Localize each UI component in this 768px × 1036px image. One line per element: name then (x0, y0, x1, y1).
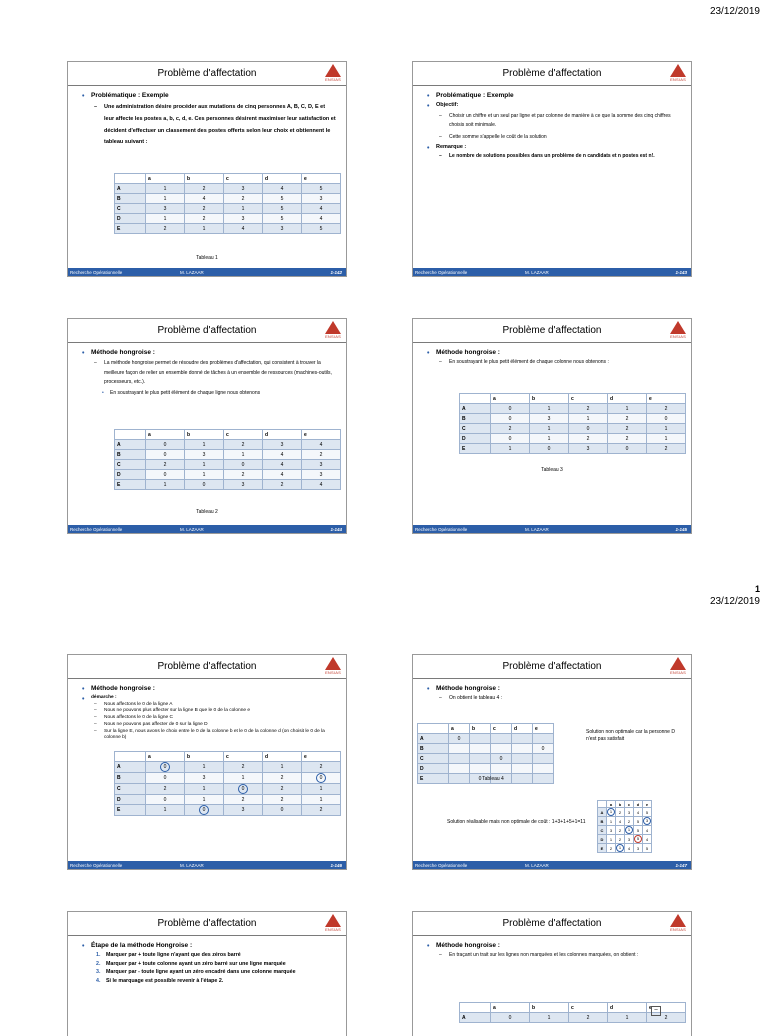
slide-title: Problème d'affectation (157, 68, 257, 79)
table-cell: 0 (449, 734, 470, 744)
table-cell: 5 (263, 204, 302, 214)
table-cell: 5 (302, 224, 341, 234)
table-cell (512, 734, 533, 744)
table-cell: 2 (263, 795, 302, 805)
demarche-step: – Sur la ligne E, nous avons le choix entre le 0 de la colonne b et le 0 de la colonne d (on choisit le 0 de la colonne b) (82, 729, 336, 741)
col-header: d (608, 1003, 647, 1013)
col-header: e (302, 174, 341, 184)
table-cell: 3 (530, 414, 569, 424)
row-label: B (115, 194, 146, 204)
row-label: B (115, 450, 146, 460)
table-cell: 0 (647, 414, 686, 424)
col-header: d (263, 752, 302, 762)
table-row (418, 734, 554, 744)
col-header: a (491, 394, 530, 404)
col-header: c (224, 430, 263, 440)
table-cell: 3 (263, 440, 302, 450)
col-header: a (146, 430, 185, 440)
table-cell: 1 (185, 460, 224, 470)
row-label: B (115, 773, 146, 784)
table-row (115, 762, 341, 773)
table-cell: 2 (224, 795, 263, 805)
col-header: a (146, 174, 185, 184)
table-cell: 2 (185, 184, 224, 194)
table-cell: 1 (530, 434, 569, 444)
tableau-2 (114, 429, 341, 490)
col-header: c (569, 1003, 608, 1013)
demarche-step: – Nous ne pouvons plus affecter sur la ligne B que le 0 de la colonne e (82, 708, 336, 714)
table-row (115, 184, 341, 194)
slide-1-145 (412, 318, 692, 534)
table-caption: Tableau 3 (541, 467, 563, 473)
table-cell: 1 (530, 1013, 569, 1023)
col-header: c (224, 752, 263, 762)
table-row: E 2 1 4 3 5 (598, 844, 652, 853)
table-cell: 4 (302, 204, 341, 214)
table-row (460, 414, 686, 424)
table-cell: 1 (146, 214, 185, 224)
row-label: A (418, 734, 449, 744)
table-cell: 0 (146, 450, 185, 460)
col-header: e (302, 752, 341, 762)
col-header: c (569, 394, 608, 404)
table-cell (512, 764, 533, 774)
row-label: E (115, 805, 146, 816)
page-number: 1 (754, 584, 760, 594)
table-row (460, 404, 686, 414)
table-cell: 4 (224, 224, 263, 234)
slide-footer: Recherche Opérationnelle M. LAZAAR 1-146 (68, 861, 346, 869)
bullet-objectif: • Objectif: (427, 102, 681, 109)
table-cell: 1 (569, 414, 608, 424)
table-cell: 2 (146, 224, 185, 234)
row-label: D (115, 214, 146, 224)
table-cell: 1 (185, 784, 224, 795)
table-cell: 0 (146, 795, 185, 805)
bullet-methode: • Méthode hongroise : (427, 685, 681, 693)
row-label: A (115, 440, 146, 450)
row-label: A (115, 762, 146, 773)
col-header: b (470, 724, 491, 734)
row-label: E (418, 774, 449, 784)
table-cell: 0 (146, 470, 185, 480)
slide-1-146 (67, 654, 347, 870)
table-cell: 2 (263, 773, 302, 784)
table-row (418, 754, 554, 764)
col-header: b (185, 752, 224, 762)
note-cout: Solution réalisable mais non optimale de coût : 1+3+1+5+1=11 (447, 819, 586, 825)
table-cell: 0 (263, 805, 302, 816)
col-header: e (647, 1003, 686, 1013)
table-cell: 4 (263, 460, 302, 470)
slide-title: Problème d'affectation (502, 325, 602, 336)
table-cell: 2 (224, 440, 263, 450)
table-cell: 1 (302, 784, 341, 795)
table-cell (533, 764, 554, 774)
slide-trait (412, 911, 692, 1036)
table-cell: 2 (263, 784, 302, 795)
table-cell (470, 744, 491, 754)
ensias-logo-icon: ENSIAS (323, 64, 343, 84)
table-cell (470, 764, 491, 774)
table-cell (533, 734, 554, 744)
table-cell: 0 (533, 744, 554, 754)
table-cell: 2 (224, 470, 263, 480)
bullet-methode: • Méthode hongroise : (427, 942, 681, 950)
table-cell: 2 (608, 434, 647, 444)
row-label: D (418, 764, 449, 774)
slide-footer: Recherche Opérationnelle M. LAZAAR 1-142 (68, 268, 346, 276)
table-row (115, 450, 341, 460)
table-row (115, 470, 341, 480)
table-cell: 2 (569, 404, 608, 414)
table-cell: 1 (146, 194, 185, 204)
table-cell: 1 (263, 762, 302, 773)
table-cell: 0 (185, 805, 224, 816)
table-cell: 1 (530, 424, 569, 434)
row-label: A (460, 404, 491, 414)
col-header: b (185, 174, 224, 184)
table-cell: 1 (146, 184, 185, 194)
row-label: B (460, 414, 491, 424)
bullet-problematique: • Problématique : Exemple (82, 92, 336, 100)
col-header: a (491, 1003, 530, 1013)
table-cell (491, 744, 512, 754)
table-cell: 0 (302, 773, 341, 784)
soustraction-colonne-text: – En soustrayant le plus petit élément de chaque colonne nous obtenons : (427, 359, 681, 366)
table-caption: Tableau 1 (196, 255, 218, 261)
etape-item: 4. Si le marquage est possible revenir à l'étape 2. (96, 977, 224, 984)
table-cell: 1 (224, 773, 263, 784)
col-header: d (608, 394, 647, 404)
row-label: A (115, 184, 146, 194)
trait-text: – En traçant un trait sur les lignes non marquées et les colonnes marquées, on obtient : (427, 952, 681, 959)
table-cell: 0 (569, 424, 608, 434)
date-top: 23/12/2019 (709, 6, 760, 17)
table-cell: 3 (185, 450, 224, 460)
table-cell: 4 (302, 440, 341, 450)
table-cell: 1 (530, 404, 569, 414)
tableau-1 (114, 173, 341, 234)
slide-footer: Recherche Opérationnelle M. LAZAAR 1-145 (413, 525, 691, 533)
table-cell: 1 (608, 1013, 647, 1023)
slide-1-144 (67, 318, 347, 534)
row-label: C (418, 754, 449, 764)
date-middle: 23/12/2019 (709, 596, 760, 607)
table-cell: 2 (647, 1013, 686, 1023)
table-cell: 3 (302, 460, 341, 470)
table-cell: 4 (263, 184, 302, 194)
tableau-4 (417, 723, 554, 784)
table-cell: 5 (302, 184, 341, 194)
table-cell: 2 (224, 194, 263, 204)
slide-footer: Recherche Opérationnelle M. LAZAAR 1-147 (413, 861, 691, 869)
bullet-methode: • Méthode hongroise : (82, 685, 336, 693)
table-cell: 1 (185, 762, 224, 773)
table-cell (449, 744, 470, 754)
col-header: b (530, 394, 569, 404)
tableau-3 (459, 393, 686, 454)
table-cell (512, 744, 533, 754)
tableau-1-mini: a b c d e A 1 2 3 4 5 B 1 4 2 5 3 C 3 2 1 5 4 D 1 2 3 5 4 E 2 1 4 3 5 (597, 800, 652, 853)
slide-title: Problème d'affectation (502, 661, 602, 672)
table-row (115, 214, 341, 224)
table-cell: 2 (569, 1013, 608, 1023)
table-cell: 4 (185, 194, 224, 204)
table-row (115, 795, 341, 805)
row-label: B (418, 744, 449, 754)
table-cell: 1 (491, 444, 530, 454)
ensias-logo-icon: ENSIAS (323, 321, 343, 341)
row-label: C (115, 204, 146, 214)
row-label: C (460, 424, 491, 434)
table-cell: 2 (185, 214, 224, 224)
table-cell: 1 (608, 404, 647, 414)
slide-etapes (67, 911, 347, 1036)
table-cell: 2 (302, 805, 341, 816)
table-cell: 1 (224, 450, 263, 460)
table-cell: 2 (647, 444, 686, 454)
col-header: b (185, 430, 224, 440)
table-cell: 2 (608, 424, 647, 434)
table-cell (449, 764, 470, 774)
table-cell (533, 754, 554, 764)
table-cell: 1 (146, 480, 185, 490)
table-cell: 2 (146, 784, 185, 795)
slide-title: Problème d'affectation (502, 918, 602, 929)
table-cell: 0 (146, 773, 185, 784)
table-cell (470, 754, 491, 764)
ensias-logo-icon: ENSIAS (668, 64, 688, 84)
table-caption: Tableau 2 (196, 509, 218, 515)
row-label: D (115, 470, 146, 480)
col-header: c (491, 724, 512, 734)
row-label: A (460, 1013, 491, 1023)
demarche-step: – Nous affectons le 0 de la ligne A (82, 702, 336, 708)
etape-item: 1. Marquer par + toute ligne n'ayant que des zéros barré (96, 952, 241, 959)
slide-title: Problème d'affectation (157, 661, 257, 672)
table-cell: 5 (263, 194, 302, 204)
table-cell: 1 (185, 224, 224, 234)
table-cell (512, 754, 533, 764)
table-cell: 1 (185, 440, 224, 450)
col-header: c (224, 174, 263, 184)
table-cell: 1 (146, 805, 185, 816)
row-label: E (115, 480, 146, 490)
table-cell: 0 (146, 440, 185, 450)
table-cell: 3 (224, 214, 263, 224)
ensias-logo-icon: ENSIAS (323, 657, 343, 677)
table-cell: 2 (224, 762, 263, 773)
bullet-demarche: • démarche : (82, 695, 336, 701)
etape-item: 2. Marquer par + toute colonne ayant un zéro barré sur une ligne marquée (96, 960, 286, 967)
table-cell: 0 (224, 460, 263, 470)
col-header: a (146, 752, 185, 762)
ensias-logo-icon: ENSIAS (668, 914, 688, 934)
col-header: e (647, 394, 686, 404)
bullet-remarque: • Remarque : (427, 144, 681, 151)
cout-text: – Cette somme s'appelle le coût de la solution (427, 134, 681, 141)
table-cell: 2 (302, 762, 341, 773)
table-cell: 4 (263, 450, 302, 460)
table-row: A 1 2 3 4 5 (598, 808, 652, 817)
demarche-step: – Nous affectons le 0 de la ligne C (82, 715, 336, 721)
slide-1-147 (412, 654, 692, 870)
table-cell: 3 (302, 194, 341, 204)
table-cell: 0 (491, 754, 512, 764)
table-cell: 4 (302, 480, 341, 490)
slide-1-143 (412, 61, 692, 277)
ensias-logo-icon: ENSIAS (323, 914, 343, 934)
col-header: a (449, 724, 470, 734)
table-cell: 1 (224, 204, 263, 214)
note-non-optimale: Solution non optimale car la personne D n'est pas satisfait (586, 729, 675, 742)
row-label: D (115, 795, 146, 805)
table-cell: 3 (146, 204, 185, 214)
table-row (115, 480, 341, 490)
row-label: E (115, 224, 146, 234)
row-label: C (115, 784, 146, 795)
slide-footer: Recherche Opérationnelle M. LAZAAR 1-144 (68, 525, 346, 533)
row-label: C (115, 460, 146, 470)
table-cell (449, 754, 470, 764)
slide-title: Problème d'affectation (502, 68, 602, 79)
table-cell: 5 (263, 214, 302, 224)
row-mark: – (651, 1006, 661, 1016)
table-cell: 0 (491, 1013, 530, 1023)
ensias-logo-icon: ENSIAS (668, 657, 688, 677)
slide-1-142 (67, 61, 347, 277)
soustraction-text: • En soustrayant le plus petit élément de chaque ligne nous obtenons (82, 390, 336, 397)
table-cell: 2 (647, 404, 686, 414)
table-row (115, 440, 341, 450)
table-cell: 3 (224, 184, 263, 194)
table-cell: 1 (647, 424, 686, 434)
objectif-text: – Choisir un chiffre et un seul par ligne et par colonne de manière à ce que la somme des cinq chiffres choisis soit minimale. (427, 112, 681, 131)
table-row (460, 434, 686, 444)
table-cell: 2 (608, 414, 647, 424)
table-row (460, 444, 686, 454)
col-header: d (263, 430, 302, 440)
table-cell: 0 (491, 414, 530, 424)
slide-footer: Recherche Opérationnelle M. LAZAAR 1-143 (413, 268, 691, 276)
table-cell: 3 (263, 224, 302, 234)
etape-item: 3. Marquer par - toute ligne ayant un zéro encadré dans une colonne marquée (96, 969, 296, 976)
table-cell: 0 (530, 444, 569, 454)
tableau4-intro: – On obtient le tableau 4 : (427, 695, 681, 702)
row-label: D (460, 434, 491, 444)
col-header: d (263, 174, 302, 184)
col-header: e (302, 430, 341, 440)
table-cell: 2 (302, 450, 341, 460)
methode-text: – La méthode hongroise permet de résoudre des problèmes d'affectation, qui consistent à trouver la meilleure façon de relier un ensemble donné de tâches à un ensemble de ressources (machines-outils, processeurs, etc.). (82, 359, 336, 388)
table-row: D 1 2 3 5 4 (598, 835, 652, 844)
table-row (115, 194, 341, 204)
table-row (115, 773, 341, 784)
table-cell: 2 (185, 204, 224, 214)
table-cell: 3 (224, 480, 263, 490)
table-row (115, 784, 341, 795)
table-cell: 0 (491, 434, 530, 444)
table-cell: 0 (224, 784, 263, 795)
table-cell: 2 (569, 434, 608, 444)
table-caption: Tableau 4 (482, 776, 504, 782)
table-cell: 1 (302, 795, 341, 805)
table-cell: 3 (569, 444, 608, 454)
tableau-demarche (114, 751, 341, 816)
table-cell: 2 (491, 424, 530, 434)
table-cell: 1 (647, 434, 686, 444)
table-cell: 0 (185, 480, 224, 490)
table-cell: 0 (470, 774, 491, 784)
table-row: B 1 4 2 5 3 (598, 817, 652, 826)
table-cell: 4 (263, 470, 302, 480)
table-cell: 3 (185, 773, 224, 784)
row-label: E (460, 444, 491, 454)
table-cell: 4 (302, 214, 341, 224)
table-cell (470, 734, 491, 744)
bullet-etapes: • Étape de la méthode Hongroise : (82, 942, 336, 950)
demarche-step: – Nous ne pouvons pas affecter de 0 sur la ligne D (82, 722, 336, 728)
table-row: C 3 2 1 5 4 (598, 826, 652, 835)
table-cell: 0 (608, 444, 647, 454)
table-cell: 1 (185, 470, 224, 480)
bullet-methode: • Méthode hongroise : (82, 349, 336, 357)
table-cell (491, 764, 512, 774)
slide-title: Problème d'affectation (157, 325, 257, 336)
table-row (115, 224, 341, 234)
table-cell: 3 (302, 470, 341, 480)
ensias-logo-icon: ENSIAS (668, 321, 688, 341)
table-cell (491, 734, 512, 744)
table-cell: 2 (263, 480, 302, 490)
col-header: e (533, 724, 554, 734)
table-row (115, 460, 341, 470)
table-row (418, 764, 554, 774)
table-row (115, 204, 341, 214)
table-cell: 1 (185, 795, 224, 805)
table-row (460, 424, 686, 434)
table-cell (533, 774, 554, 784)
table-cell: 0 (491, 404, 530, 414)
col-header: d (512, 724, 533, 734)
table-cell: 2 (146, 460, 185, 470)
col-header: b (530, 1003, 569, 1013)
example-text: – Une administration désire procéder aux mutations de cinq personnes A, B, C, D, E et leur affecte les postes a, b, c, d, e. Ces personnes désirent maximiser leur satisfaction et décident d'effectuer un classement des postes offerts selon leur choix et obtiennent le tableau suivant : (82, 102, 336, 148)
table-row (418, 744, 554, 754)
table-cell: 0 (146, 762, 185, 773)
table-row (115, 805, 341, 816)
table-cell: 3 (224, 805, 263, 816)
bullet-problematique: • Problématique : Exemple (427, 92, 681, 100)
bullet-methode: • Méthode hongroise : (427, 349, 681, 357)
slide-title: Problème d'affectation (157, 918, 257, 929)
remarque-text: – Le nombre de solutions possibles dans un problème de n candidats et n postes est n!. (427, 153, 681, 160)
